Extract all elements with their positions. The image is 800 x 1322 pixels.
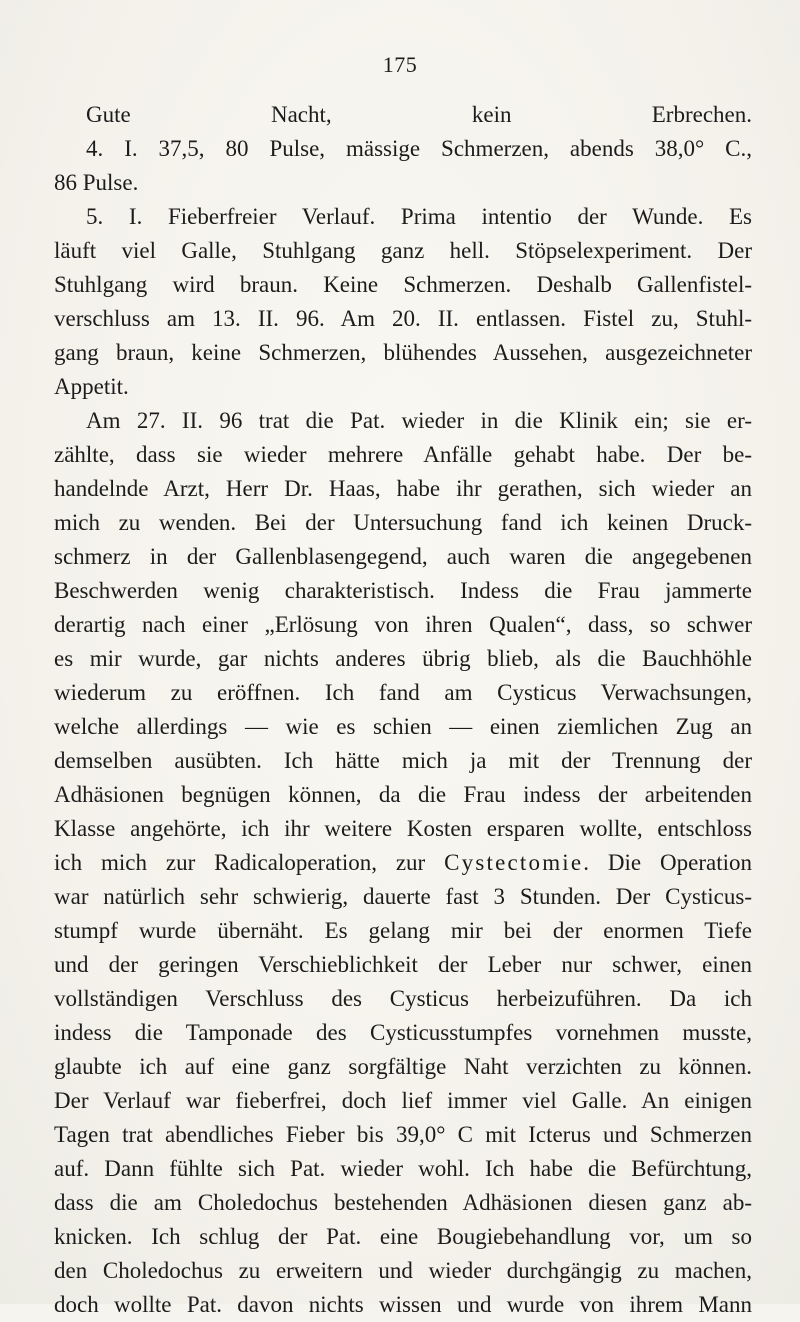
text-line: dass die am Choledochus bestehenden Adhäsionen diesen ganz ab- [54,1190,752,1215]
text-line: knicken. Ich schlug der Pat. eine Bougiebehandlung vor, um so [54,1224,752,1249]
text-line: doch wollte Pat. davon nichts wissen und wurde von ihrem Mann [54,1292,752,1317]
text-line: Tagen trat abendliches Fieber bis 39,0° C mit Icterus und Schmerzen [54,1122,752,1147]
text-line: Beschwerden wenig charakteristisch. Indess die Frau jammerte [54,578,752,603]
body-text [54,98,752,1322]
text-line: mich zu wenden. Bei der Untersuchung fand ich keinen Druck- [54,510,752,535]
text-line: Klasse angehörte, ich ihr weitere Kosten ersparen wollte, entschloss [54,816,752,841]
text-line: Der Verlauf war fieberfrei, doch lief immer viel Galle. An einigen [54,1088,752,1113]
text-line: war natürlich sehr schwierig, dauerte fast 3 Stunden. Der Cysticus- [54,884,752,909]
text-line: und der geringen Verschieblichkeit der Leber nur schwer, einen [54,952,752,977]
text-line: derartig nach einer „Erlösung von ihren Qualen“, dass, so schwer [54,612,752,637]
text-line: 4. I. 37,5, 80 Pulse, mässige Schmerzen, abends 38,0° C., [86,136,752,161]
text-line: Gute Nacht, kein Erbrechen. [86,102,752,127]
text-line: Am 27. II. 96 trat die Pat. wieder in die Klinik ein; sie er- [86,408,752,433]
text-line: demselben ausübten. Ich hätte mich ja mit der Trennung der [54,748,752,773]
text-line: verschluss am 13. II. 96. Am 20. II. entlassen. Fistel zu, Stuhl- [54,306,752,331]
text-line: schmerz in der Gallenblasengegend, auch waren die angegebenen [54,544,752,569]
text-line: gang braun, keine Schmerzen, blühendes Aussehen, ausgezeichneter [54,340,752,365]
text-line: Appetit. [54,374,129,399]
text-fragment: ich mich zur Radicaloperation, zur [54,850,445,875]
text-line: auf. Dann fühlte sich Pat. wieder wohl. Ich habe die Befürchtung, [54,1156,752,1181]
text-line: zählte, dass sie wieder mehrere Anfälle gehabt habe. Der be- [54,442,752,467]
text-line [54,846,752,880]
text-line: 5. I. Fieberfreier Verlauf. Prima intentio der Wunde. Es [86,204,752,229]
text-line: stumpf wurde übernäht. Es gelang mir bei der enormen Tiefe [54,918,752,943]
text-fragment: . Die Operation [583,850,752,875]
text-line: läuft viel Galle, Stuhlgang ganz hell. Stöpselexperiment. Der [54,238,752,263]
text-line: indess die Tamponade des Cysticusstumpfes vornehmen musste, [54,1020,752,1045]
text-line: vollständigen Verschluss des Cysticus herbeizuführen. Da ich [54,986,752,1011]
text-line: welche allerdings — wie es schien — einen ziemlichen Zug an [54,714,752,739]
text-line: glaubte ich auf eine ganz sorgfältige Naht verzichten zu können. [54,1054,752,1079]
text-line: Stuhlgang wird braun. Keine Schmerzen. Deshalb Gallenfistel- [54,272,752,297]
text-line: es mir wurde, gar nichts anderes übrig blieb, als die Bauchhöhle [54,646,752,671]
page-number: 175 [382,52,418,77]
text-line: handelnde Arzt, Herr Dr. Haas, habe ihr gerathen, sich wieder an [54,476,752,501]
emphasized-term: Cystectomie [444,850,584,875]
text-line: Adhäsionen begnügen können, da die Frau indess der arbeitenden [54,782,752,807]
text-line: den Choledochus zu erweitern und wieder durchgängig zu machen, [54,1258,752,1283]
text-line: wiederum zu eröffnen. Ich fand am Cysticus Verwachsungen, [54,680,752,705]
text-line: 86 Pulse. [54,170,139,195]
